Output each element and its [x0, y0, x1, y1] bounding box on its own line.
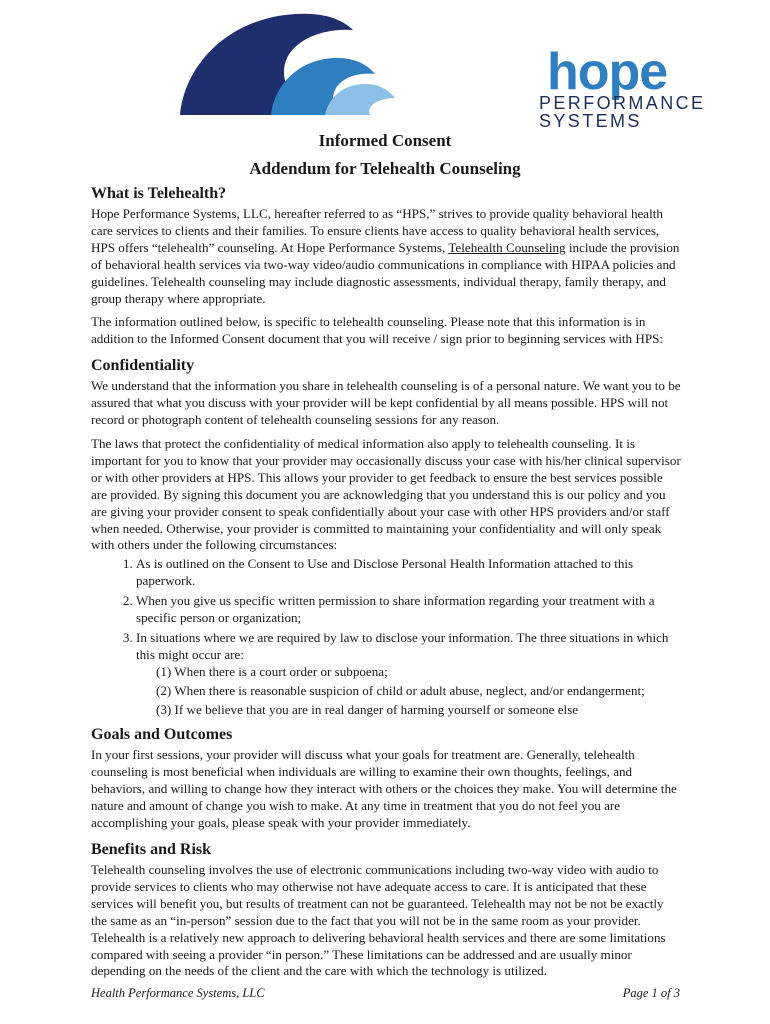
telehealth-p1-text-cont: include the provision of behavioral health services via two-way video/audio communications in compliance with HIPAA policies and guidelines. Telehealth counseling may include diagnostic assessments, individual therapy, family therapy, and group therapy where appropriate.	[91, 239, 680, 306]
confidentiality-paragraph-1: We understand that the information you share in telehealth counseling is of a personal nature. We want you to be assured that what you discuss with your provider will be kept confidential by all means possible. HPS will not record or photograph content of telehealth counseling sessions for any reason.	[91, 378, 681, 428]
sublist-item: (2) When there is reasonable suspicion of child or adult abuse, neglect, and/or endangerment;	[156, 682, 645, 698]
telehealth-p1-text: Hope Performance Systems, LLC, hereafter referred to as “HPS,” strives to provide quality behavioral health care services to clients and their families. To ensure clients have access to quality behavioral health services, HPS offers “telehealth” counseling. At Hope Performance Systems,	[91, 206, 663, 255]
document-subtitle: Addendum for Telehealth Counseling	[249, 159, 521, 178]
section-heading-goals: Goals and Outcomes	[91, 726, 233, 744]
confidentiality-list	[91, 556, 681, 718]
list-item	[136, 630, 681, 719]
telehealth-paragraph-1	[91, 206, 681, 307]
section-heading-telehealth: What is Telehealth?	[91, 185, 227, 202]
footer-company: Health Performance Systems, LLC	[91, 986, 265, 1000]
document-title: Informed Consent	[318, 131, 452, 150]
logo-wordmark: hope	[547, 43, 668, 101]
section-heading-benefits: Benefits and Risk	[91, 841, 212, 858]
benefits-paragraph: Telehealth counseling involves the use of electronic communications including two-way video with audio to provide services to clients who may otherwise not have adequate access to care. It is anticipated that these services will benefit you, but results of treatment can not be guaranteed. Telehealth may not be not be exactly the same as an “in-person” session due to the fact that you will not be in the same room as your provider. Telehealth is a relatively new approach to delivering behavioral health services and there are some limitations compared with seeing a provider “in person.” These limitations can be addressed and are usually minor depending on the needs of the client and the care with which the technology is utilized.	[91, 862, 666, 979]
sublist-item: (1) When there is a court order or subpoena;	[156, 663, 388, 679]
section-heading-confidentiality: Confidentiality	[91, 357, 195, 375]
sublist-item: (3) If we believe that you are in real danger of harming yourself or someone else	[156, 701, 579, 717]
telehealth-counseling-term: Telehealth Counseling	[448, 239, 566, 255]
wave-logo-icon	[175, 8, 595, 120]
list-item: 2. When you give us specific written permission to share information regarding your treatment with a specific person or organization;	[136, 593, 681, 627]
goals-paragraph: In your first sessions, your provider will discuss what your goals for treatment are. Generally, telehealth counseling is most beneficial when individuals are willing to examine their own thoughts, feelings, and behaviors, and willing to change how they interact with others or the choices they make. You will determine the nature and amount of change you wish to make. At any time in treatment that you do not feel you are accomplishing your goals, please speak with your provider immediately.	[91, 747, 677, 831]
logo-subtitle: PERFORMANCE SYSTEMS	[539, 93, 706, 131]
list-item: 1. As is outlined on the Consent to Use and Disclose Personal Health Information attached to this paperwork.	[136, 556, 681, 590]
company-logo	[175, 8, 706, 131]
footer-page-number: Page 1 of 3	[622, 986, 680, 1000]
telehealth-paragraph-2: The information outlined below, is specific to telehealth counseling. Please note that this information is in addition to the Informed Consent document that you will receive / sign prior to beginning services with HPS:	[91, 314, 664, 347]
document-body	[91, 183, 681, 987]
list-item-text: In situations where we are required by law to disclose your information. The three situations in which this might occur are:	[136, 629, 669, 662]
confidentiality-paragraph-2: The laws that protect the confidentiality of medical information also apply to telehealth counseling. It is important for you to know that your provider may occasionally discuss your case with his/her clinical supervisor or with other providers at HPS. This allows your provider to get feedback to ensure the best services possible are provided. By signing this document you are acknowledging that you understand this is our policy and you are giving your provider consent to speak confidentially about your case with other HPS providers and/or staff when needed. Otherwise, your provider is committed to maintaining your confidentiality and will only speak with others under the following circumstances:	[91, 435, 681, 553]
situations-sublist	[136, 664, 681, 719]
